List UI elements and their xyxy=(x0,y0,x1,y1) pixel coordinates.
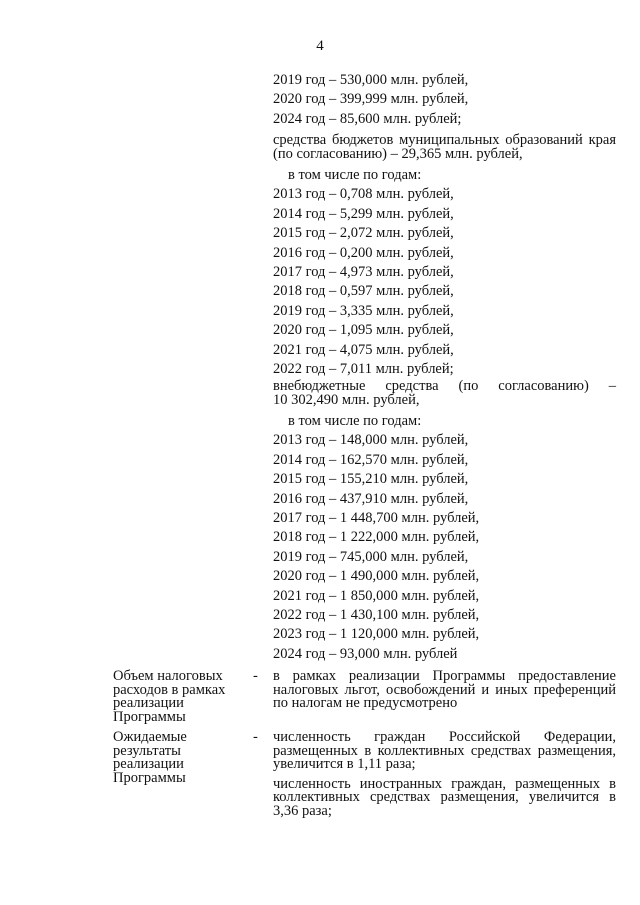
funding-line: 2024 год – 85,600 млн. рублей; xyxy=(273,110,462,127)
funding-line: 2021 год – 4,075 млн. рублей, xyxy=(273,341,454,358)
funding-line: 2020 год – 1 490,000 млн. рублей, xyxy=(273,568,480,585)
funding-line: 2016 год – 0,200 млн. рублей, xyxy=(273,244,454,261)
funding-line: 2020 год – 399,999 млн. рублей, xyxy=(273,91,469,108)
municipal-years xyxy=(273,166,616,379)
expected-results-label: Ожидаемые результаты реализации Программы xyxy=(113,729,187,786)
by-year-label: в том числе по годам: xyxy=(288,413,422,429)
funding-line: 2014 год – 162,570 млн. рублей, xyxy=(273,451,469,468)
expected-result-item: численность граждан Российской Федерации, размещенных в коллективных средствах размещения, увеличится в 1,11 раза; xyxy=(273,729,616,772)
funding-line: 2019 год – 530,000 млн. рублей, xyxy=(273,72,469,88)
funding-line: 2015 год – 155,210 млн. рублей, xyxy=(273,471,469,488)
funding-line: 2013 год – 0,708 млн. рублей, xyxy=(273,186,454,203)
municipal-header xyxy=(273,131,616,164)
funding-line: 2013 год – 148,000 млн. рублей, xyxy=(273,432,469,449)
funding-line: 2019 год – 3,335 млн. рублей, xyxy=(273,302,454,319)
funding-line: 2017 год – 1 448,700 млн. рублей, xyxy=(273,509,480,526)
funding-line: 2022 год – 1 430,100 млн. рублей, xyxy=(273,606,480,623)
extrabudget-header xyxy=(273,380,616,407)
funding-line: 2019 год – 745,000 млн. рублей, xyxy=(273,548,469,565)
funding-line: 2021 год – 1 850,000 млн. рублей, xyxy=(273,587,480,604)
funding-line: 2015 год – 2,072 млн. рублей, xyxy=(273,225,454,242)
row-dash: - xyxy=(253,729,258,745)
funding-line: 2022 год – 7,011 млн. рублей; xyxy=(273,360,454,377)
extrabudget-text-line1: внебюджетные средства (по согласованию) – xyxy=(273,378,616,394)
funding-line: 2020 год – 1,095 млн. рублей, xyxy=(273,322,454,339)
expected-results-row xyxy=(113,731,616,841)
funding-line: 2018 год – 0,597 млн. рублей, xyxy=(273,283,454,300)
expected-result-item: численность иностранных граждан, размещенных в коллективных средствах размещения, увеличится в 3,36 раза; xyxy=(273,775,616,819)
tax-expenses-row xyxy=(113,670,616,726)
funding-line: 2018 год – 1 222,000 млн. рублей, xyxy=(273,529,480,546)
page-number: 4 xyxy=(316,38,324,54)
municipal-funding-text: средства бюджетов муниципальных образований края (по согласованию) – 29,365 млн. рублей, xyxy=(273,132,616,162)
funding-line: 2024 год – 93,000 млн. рублей xyxy=(273,645,458,662)
funding-line: 2023 год – 1 120,000 млн. рублей, xyxy=(273,626,480,643)
regional-tail xyxy=(273,71,616,129)
tax-expenses-text: в рамках реализации Программы предоставление налоговых льгот, освобождений и иных преференций по налогам не предусмотрено xyxy=(273,668,616,711)
extrabudget-text-line2: 10 302,490 млн. рублей, xyxy=(273,391,420,408)
funding-line: 2016 год – 437,910 млн. рублей, xyxy=(273,490,469,507)
tax-expenses-label: Объем налоговых расходов в рамках реализации Программы xyxy=(113,668,226,725)
expected-results-list xyxy=(273,731,616,824)
by-year-label: в том числе по годам: xyxy=(288,167,422,183)
funding-line: 2014 год – 5,299 млн. рублей, xyxy=(273,205,454,222)
row-dash: - xyxy=(253,668,258,684)
extrabudget-years xyxy=(273,412,616,664)
funding-line: 2017 год – 4,973 млн. рублей, xyxy=(273,263,454,280)
